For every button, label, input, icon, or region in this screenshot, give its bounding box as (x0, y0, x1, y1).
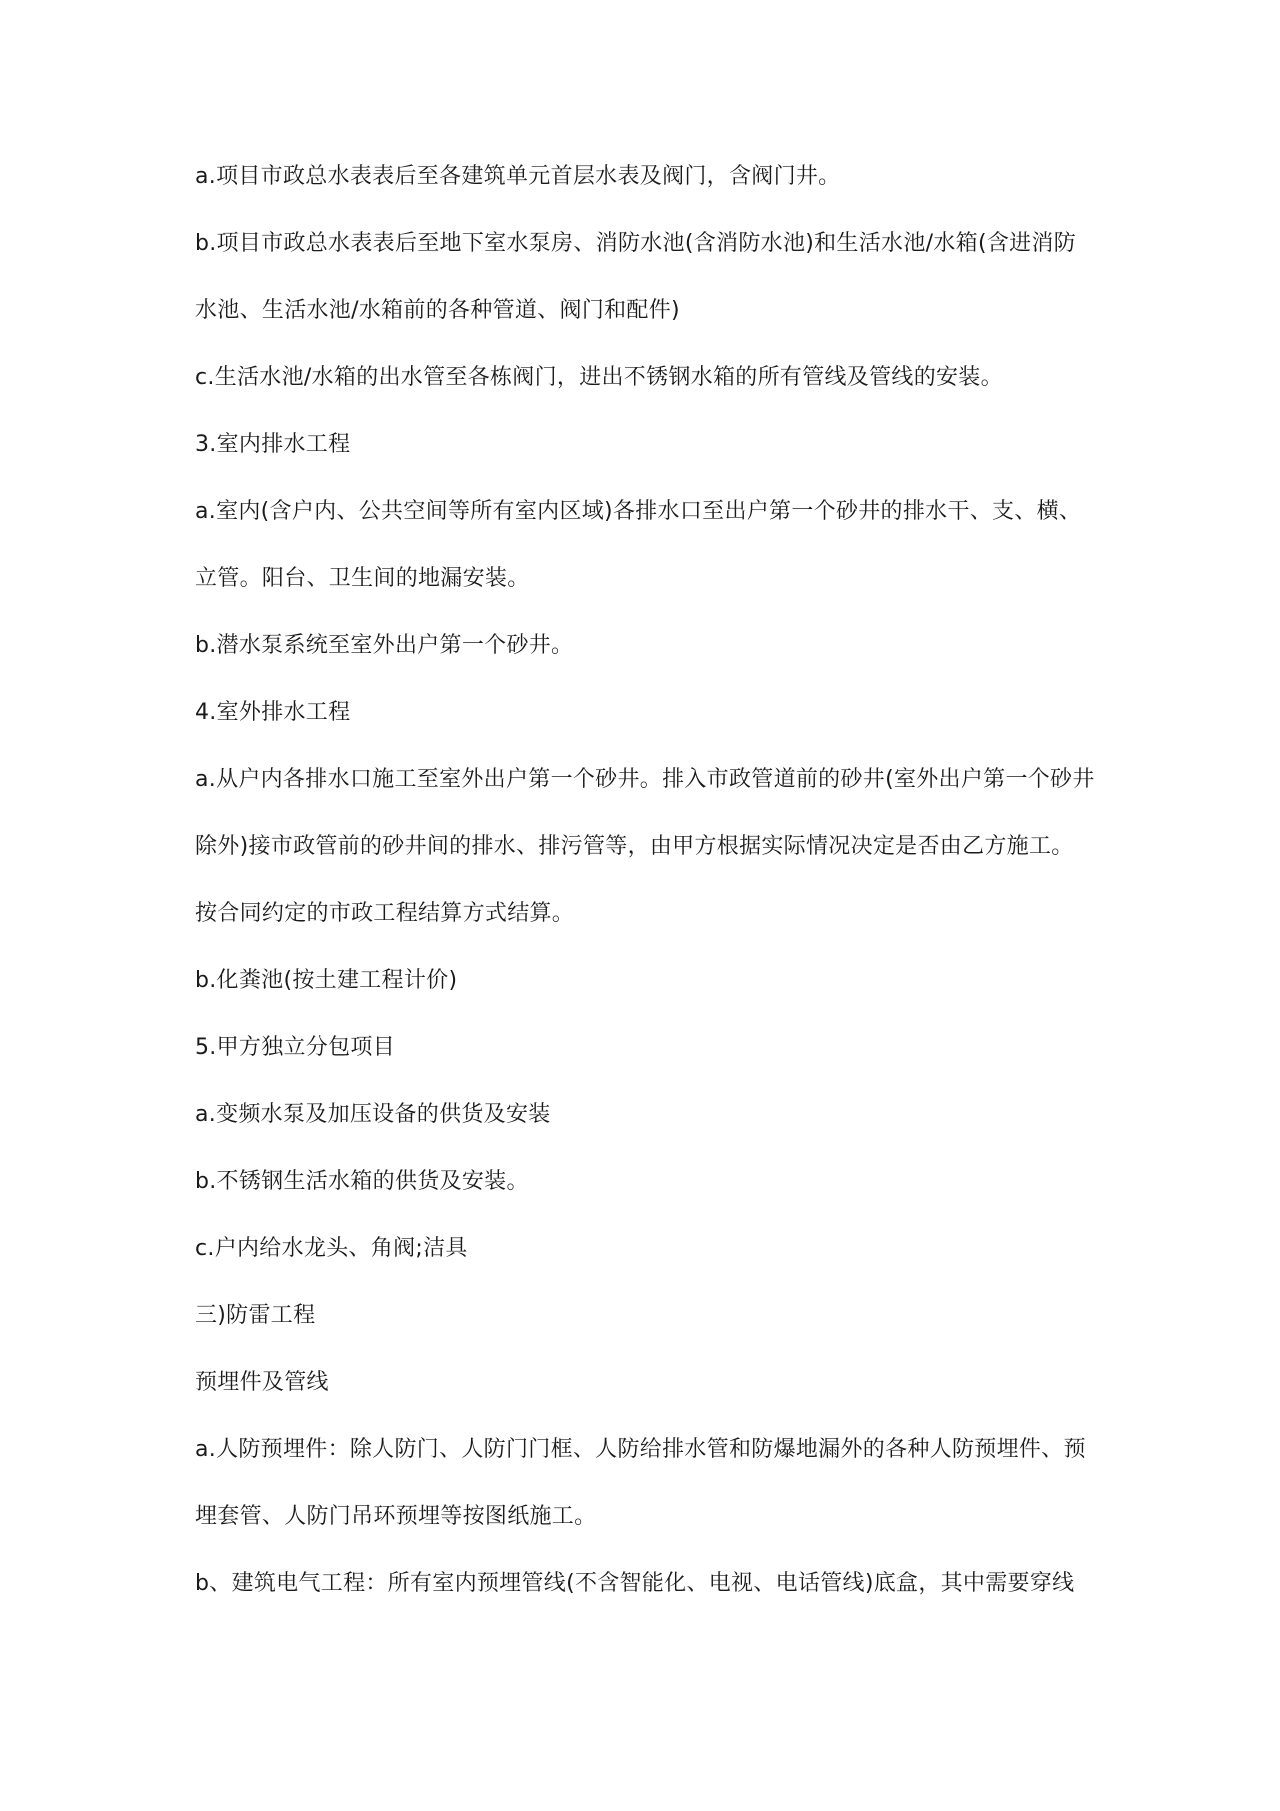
text-line: a.室内(含户内、公共空间等所有室内区域)各排水口至出户第一个砂井的排水干、支、横、 (195, 499, 1082, 524)
text-line: a.从户内各排水口施工至室外出户第一个砂井。排入市政管道前的砂井(室外出户第一个砂井 (195, 767, 1095, 792)
section-heading: 3.室内排水工程 (195, 432, 351, 457)
text-line: 埋套管、人防门吊环预埋等按图纸施工。 (195, 1504, 597, 1529)
text-line: 除外)接市政管前的砂井间的排水、排污管等，由甲方根据实际情况决定是否由乙方施工。 (195, 834, 1074, 859)
text-line: b.项目市政总水表表后至地下室水泵房、消防水池(含消防水池)和生活水池/水箱(含进消防 (195, 231, 1077, 256)
text-line: c.生活水池/水箱的出水管至各栋阀门，进出不锈钢水箱的所有管线及管线的安装。 (195, 365, 1003, 390)
text-line: b、建筑电气工程：所有室内预埋管线(不含智能化、电视、电话管线)底盒，其中需要穿线 (195, 1571, 1075, 1596)
text-line: a.变频水泵及加压设备的供货及安装 (195, 1102, 551, 1127)
text-line: 按合同约定的市政工程结算方式结算。 (195, 901, 575, 926)
section-heading: 5.甲方独立分包项目 (195, 1035, 395, 1060)
subsection-heading: 预埋件及管线 (195, 1370, 329, 1395)
section-heading: 4.室外排水工程 (195, 700, 351, 725)
text-line: b.潜水泵系统至室外出户第一个砂井。 (195, 633, 574, 658)
text-line: c.户内给水龙头、角阀;洁具 (195, 1236, 468, 1261)
section-heading: 三)防雷工程 (195, 1303, 316, 1328)
text-line: b.化粪池(按土建工程计价) (195, 968, 458, 993)
text-line: 水池、生活水池/水箱前的各种管道、阀门和配件) (195, 298, 680, 323)
text-line: b.不锈钢生活水箱的供货及安装。 (195, 1169, 529, 1194)
text-line: 立管。阳台、卫生间的地漏安装。 (195, 566, 530, 591)
document-body (195, 163, 1095, 1637)
text-line: a.项目市政总水表表后至各建筑单元首层水表及阀门，含阀门井。 (195, 164, 841, 189)
text-line: a.人防预埋件：除人防门、人防门门框、人防给排水管和防爆地漏外的各种人防预埋件、预 (195, 1437, 1086, 1462)
